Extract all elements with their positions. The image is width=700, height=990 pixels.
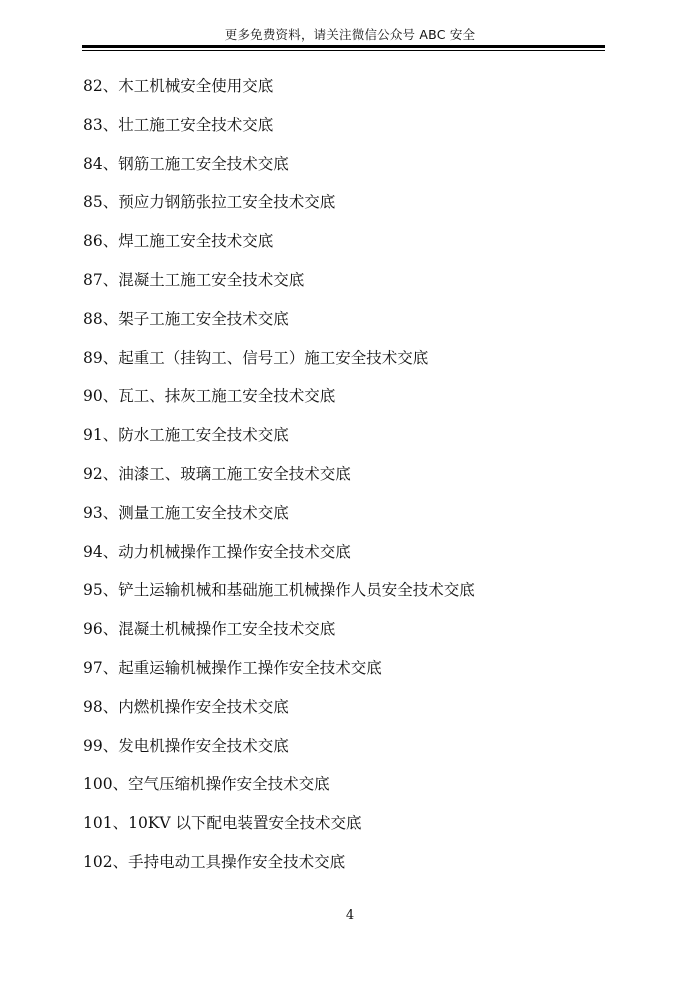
page-header: 更多免费资料，请关注微信公众号 ABC 安全 xyxy=(224,27,476,42)
toc-item: 102、手持电动工具操作安全技术交底 xyxy=(83,852,346,871)
toc-item: 84、钢筋工施工安全技术交底 xyxy=(83,154,289,173)
toc-item: 94、动力机械操作工操作安全技术交底 xyxy=(83,542,351,561)
toc-item: 91、防水工施工安全技术交底 xyxy=(83,426,289,445)
toc-item: 90、瓦工、抹灰工施工安全技术交底 xyxy=(83,387,336,406)
toc-item: 89、起重工（挂钩工、信号工）施工安全技术交底 xyxy=(83,348,429,367)
toc-item: 100、空气压缩机操作安全技术交底 xyxy=(83,775,330,794)
toc-item: 93、测量工施工安全技术交底 xyxy=(83,503,289,522)
toc-item: 98、内燃机操作安全技术交底 xyxy=(83,697,289,716)
toc-item: 88、架子工施工安全技术交底 xyxy=(83,309,289,328)
toc-item: 87、混凝土工施工安全技术交底 xyxy=(83,270,305,289)
toc-list xyxy=(83,72,623,887)
page-number: 4 xyxy=(345,908,355,923)
header-rule-thin xyxy=(82,50,605,51)
toc-item: 85、预应力钢筋张拉工安全技术交底 xyxy=(83,193,336,212)
toc-item: 82、木工机械安全使用交底 xyxy=(83,77,274,95)
toc-item: 86、焊工施工安全技术交底 xyxy=(83,232,274,251)
toc-item: 97、起重运输机械操作工操作安全技术交底 xyxy=(83,658,382,677)
toc-item: 101、10KV 以下配电装置安全技术交底 xyxy=(83,814,362,833)
header-rule-thick xyxy=(82,45,605,48)
toc-item: 99、发电机操作安全技术交底 xyxy=(83,736,289,755)
toc-item: 95、铲土运输机械和基础施工机械操作人员安全技术交底 xyxy=(83,581,475,600)
toc-item: 83、壮工施工安全技术交底 xyxy=(83,115,274,134)
toc-item: 92、油漆工、玻璃工施工安全技术交底 xyxy=(83,464,351,483)
toc-item: 96、混凝土机械操作工安全技术交底 xyxy=(83,620,336,639)
